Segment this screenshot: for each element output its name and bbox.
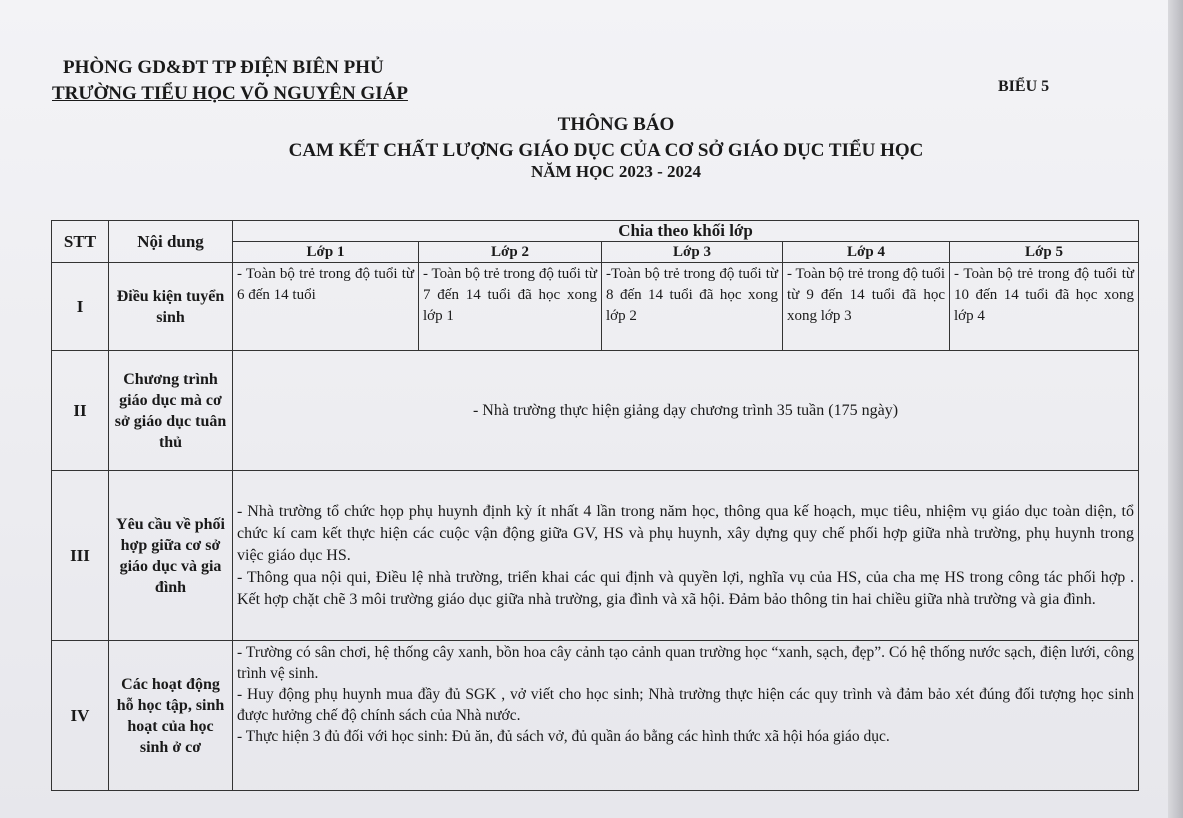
notice-subtitle: CAM KẾT CHẤT LƯỢNG GIÁO DỤC CỦA CƠ SỞ GIÁO DỤC TIỂU HỌC — [288, 140, 924, 161]
school-year: NĂM HỌC 2023 - 2024 — [531, 162, 701, 181]
grade-header: Lớp 4 — [783, 242, 950, 263]
paragraph: - Huy động phụ huynh mua đầy đủ SGK , vở viết cho học sinh; Nhà trường thực hiện các quy trình và đảm bảo xét đúng đối tượng học sinh được hưởng chế độ chính sách của Nhà nước. — [237, 686, 1134, 724]
form-code: BIỂU 5 — [998, 78, 1050, 95]
commitment-table — [51, 220, 1139, 791]
table-row — [52, 263, 1139, 351]
row-content: Điều kiện tuyển sinh — [109, 263, 233, 351]
table-row — [52, 471, 1139, 641]
table-row — [52, 641, 1139, 791]
col-stt-header: STT — [52, 221, 109, 263]
paragraph: - Trường có sân chơi, hệ thống cây xanh, bồn hoa cây cảnh tạo cảnh quan trường học “xanh, sạch, đẹp”. Có hệ thống nước sạch, điện lưới, công trình vệ sinh. — [237, 644, 1134, 682]
row-text-block — [233, 471, 1139, 641]
grade-cell: - Toàn bộ trẻ trong độ tuổi từ 9 đến 14 tuổi đã học xong lớp 3 — [783, 263, 950, 351]
department-name: PHÒNG GD&ĐT TP ĐIỆN BIÊN PHỦ — [63, 57, 384, 78]
table-row — [52, 351, 1139, 471]
paragraph: - Thông qua nội qui, Điều lệ nhà trường, triển khai các qui định và quyền lợi, nghĩa vụ của HS, của cha mẹ HS trong công tác phối hợp . Kết hợp chặt chẽ 3 môi trường giáo dục giữa nhà trường, gia đình và xã hội. Đảm bảo thông tin hai chiều giữa nhà trường và gia đình. — [237, 568, 1134, 608]
grade-cell: -Toàn bộ trẻ trong độ tuổi từ 8 đến 14 tuổi đã học xong lớp 2 — [602, 263, 783, 351]
grade-header: Lớp 2 — [419, 242, 602, 263]
row-content: Yêu cầu về phối hợp giữa cơ sở giáo dục và gia đình — [109, 471, 233, 641]
grade-header: Lớp 3 — [602, 242, 783, 263]
row-content: Các hoạt động hỗ học tập, sinh hoạt của học sinh ở cơ — [109, 641, 233, 791]
row-text: - Nhà trường thực hiện giảng dạy chương trình 35 tuần (175 ngày) — [233, 351, 1139, 471]
school-name — [52, 83, 408, 105]
col-group-header: Chia theo khối lớp — [233, 221, 1139, 242]
col-content-header: Nội dung — [109, 221, 233, 263]
school-name-text: TRƯỜNG TIỂU HỌC VÕ NGUYÊN GIÁP — [52, 83, 408, 104]
grade-header: Lớp 5 — [950, 242, 1139, 263]
row-stt: II — [52, 351, 109, 471]
row-stt: I — [52, 263, 109, 351]
paragraph: - Thực hiện 3 đủ đối với học sinh: Đủ ăn, đủ sách vở, đủ quần áo bằng các hình thức xã hội hóa giáo dục. — [237, 728, 890, 745]
paragraph: - Nhà trường tổ chức họp phụ huynh định kỳ ít nhất 4 lần trong năm học, thông qua kế hoạch, mục tiêu, nhiệm vụ giáo dục toàn diện, tổ chức kí cam kết thực hiện các cuộc vận động giữa GV, HS và phụ huynh, xây dựng quy chế phối hợp giữa nhà trường, phụ huynh trong việc giáo dục HS. — [237, 502, 1134, 564]
grade-cell: - Toàn bộ trẻ trong độ tuổi từ 7 đến 14 tuổi đã học xong lớp 1 — [419, 263, 602, 351]
notice-title: THÔNG BÁO — [557, 114, 675, 135]
grade-cell: - Toàn bộ trẻ trong độ tuổi từ 10 đến 14 tuổi đã học xong lớp 4 — [950, 263, 1139, 351]
row-content: Chương trình giáo dục mà cơ sở giáo dục tuân thủ — [109, 351, 233, 471]
grade-cell: - Toàn bộ trẻ trong độ tuổi từ 6 đến 14 tuổi — [233, 263, 419, 351]
row-stt: IV — [52, 641, 109, 791]
table-header-row — [52, 221, 1139, 242]
row-stt: III — [52, 471, 109, 641]
row-text-block — [233, 641, 1139, 791]
grade-header: Lớp 1 — [233, 242, 419, 263]
